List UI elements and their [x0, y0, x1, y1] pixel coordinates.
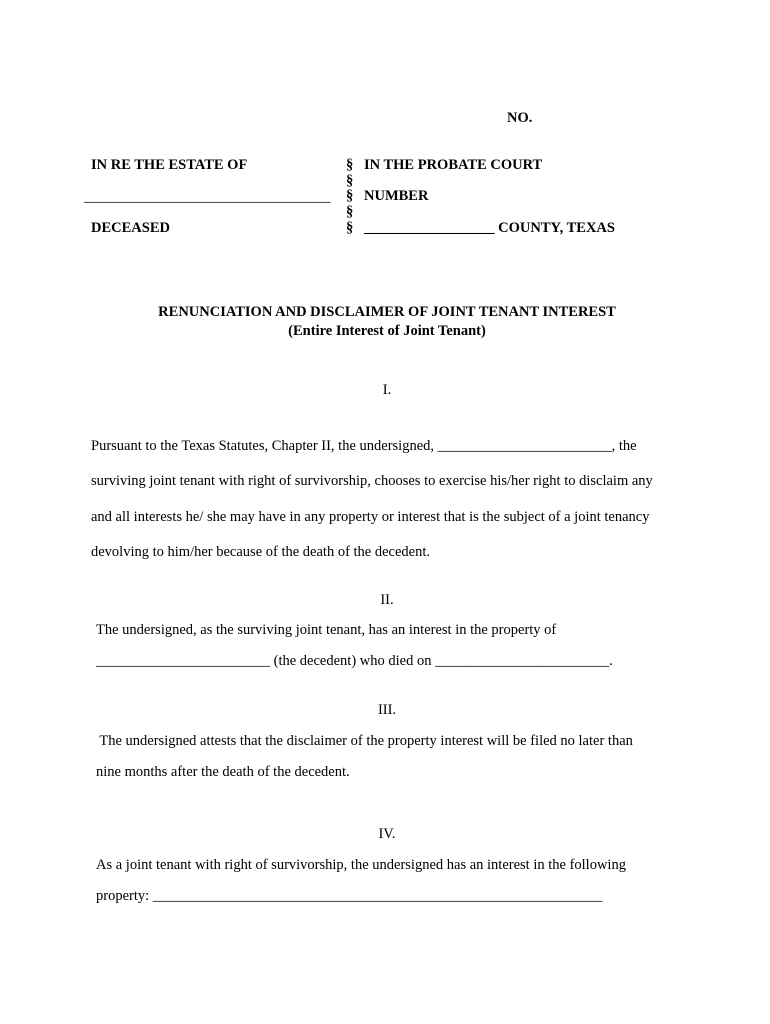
deceased-label: DECEASED — [91, 220, 170, 236]
section-1-line: and all interests he/ she may have in any property or interest that is the subject of a joint tenancy — [91, 509, 650, 525]
section-3-line: The undersigned attests that the disclaimer of the property interest will be filed no later than — [96, 733, 633, 749]
section-heading-2: II. — [380, 592, 394, 608]
section-mark: § — [346, 188, 354, 204]
section-mark: § — [346, 204, 354, 220]
section-3-line: nine months after the death of the decedent. — [96, 764, 350, 780]
section-mark: § — [346, 157, 354, 173]
county-texas-line: __________________ COUNTY, TEXAS — [364, 220, 615, 236]
section-heading-3: III. — [377, 702, 397, 718]
section-heading-4: IV. — [378, 826, 396, 842]
decedent-name-blank: __________________________________ — [84, 189, 331, 205]
number-label: NUMBER — [364, 188, 429, 204]
section-4-line: property: ______________________________________________________________ — [96, 888, 603, 904]
document-subtitle: (Entire Interest of Joint Tenant) — [288, 323, 486, 339]
section-2-line: The undersigned, as the surviving joint tenant, has an interest in the property of — [96, 622, 557, 638]
section-heading-1: I. — [382, 382, 392, 398]
estate-of-label: IN RE THE ESTATE OF — [91, 157, 248, 173]
section-1-line: devolving to him/her because of the death of the decedent. — [91, 544, 431, 560]
section-4-line: As a joint tenant with right of survivorship, the undersigned has an interest in the following — [96, 857, 626, 873]
section-1-line: Pursuant to the Texas Statutes, Chapter II, the undersigned, ________________________, the — [91, 438, 637, 454]
section-mark: § — [346, 173, 354, 189]
section-1-line: surviving joint tenant with right of survivorship, chooses to exercise his/her right to disclaim any — [91, 473, 653, 489]
probate-court-label: IN THE PROBATE COURT — [364, 157, 543, 173]
section-2-line: ________________________ (the decedent) who died on ________________________. — [96, 653, 613, 669]
section-mark: § — [346, 220, 354, 236]
case-number-label: NO. — [507, 110, 533, 126]
document-title: RENUNCIATION AND DISCLAIMER OF JOINT TENANT INTEREST — [158, 304, 616, 320]
